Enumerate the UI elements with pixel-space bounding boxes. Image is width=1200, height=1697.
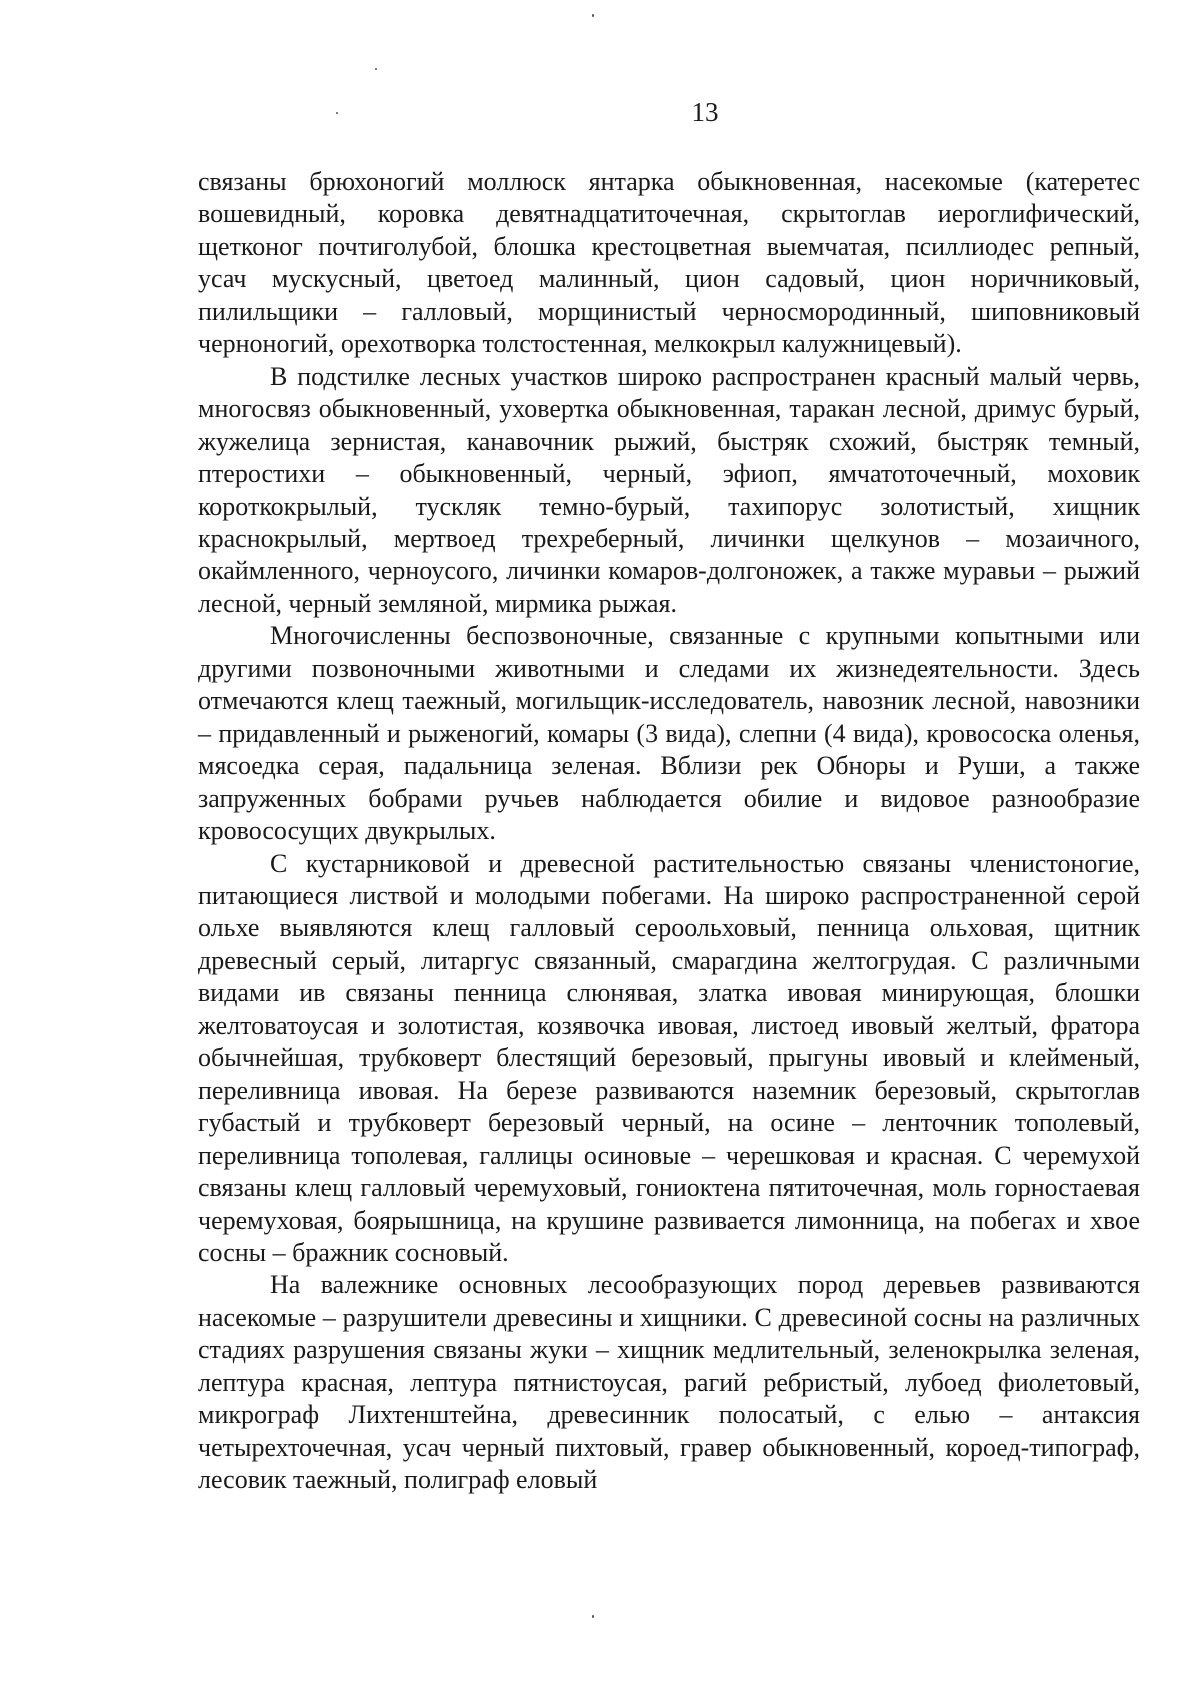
paragraph-1: связаны брюхоногий моллюск янтарка обыкновенная, насекомые (катеретес вошевидный, коровка девятнадцатиточечная, скрытоглав иероглифический, щетконог почтиголубой, блошка крестоцветная выемчатая, псиллиодес репный, усач мускусный, цветоед малинный, цион садовый, цион норичниковый, пилильщики – галловый, морщинистый черносмородинный, шиповниковый черноногий, орехотворка толстостенная, мелкокрыл калужницевый). bbox=[198, 167, 1140, 359]
paragraph-4: С кустарниковой и древесной растительностью связаны членистоногие, питающиеся листвой и молодыми побегами. На широко распространенной серой ольхе выявляются клещ галловый сероольховый, пенница ольховая, щитник древесный серый, литаргус связанный, смарагдина желтогрудая. С различными видами ив связаны пенница слюнявая, златка ивовая минирующая, блошки желтоватоусая и золотистая, козявочка ивовая, листоед ивовый желтый, фратора обычнейшая, трубковерт блестящий березовый, прыгуны ивовый и клейменый, переливница ивовая. На березе развиваются наземник березовый, скрытоглав губастый и трубковерт березовый черный, на осине – ленточник тополевый, переливница тополевая, галлицы осиновые – черешковая и красная. С черемухой связаны клещ галловый черемуховый, гониоктена пятиточечная, моль горностаевая черемуховая, боярышница, на крушине развивается лимонница, на побегах и хвое сосны – бражник сосновый. bbox=[198, 848, 1140, 1267]
scan-speck bbox=[375, 68, 377, 70]
paragraph-5: На валежнике основных лесообразующих пород деревьев развиваются насекомые – разрушители древесины и хищники. С древесиной сосны на различных стадиях разрушения связаны жуки – хищник медлительный, зеленокрылка зеленая, лептура красная, лептура пятнистоусая, рагий ребристый, лубоед фиолетовый, микрограф Лихтенштейна, древесинник полосатый, с елью – антаксия четырехточечная, усач черный пихтовый, гравер обыкновенный, короед-типограф, лесовик таежный, полиграф еловый bbox=[198, 1270, 1140, 1495]
page-body bbox=[198, 166, 1140, 1497]
paragraph-2: В подстилке лесных участков широко распространен красный малый червь, многосвяз обыкновенный, уховертка обыкновенная, таракан лесной, дримус бурый, жужелица зернистая, канавочник рыжий, быстряк схожий, быстряк темный, птеростихи – обыкновенный, черный, эфиоп, ямчатоточечный, моховик короткокрылый, тускляк темно-бурый, тахипорус золотистый, хищник краснокрылый, мертвоед трехреберный, личинки щелкунов – мозаичного, окаймленного, черноусого, личинки комаров-долгоножек, а также муравьи – рыжий лесной, черный земляной, мирмика рыжая. bbox=[198, 361, 1140, 618]
scan-speck bbox=[592, 14, 594, 17]
scan-speck bbox=[592, 1615, 594, 1618]
paragraph-3: Многочисленны беспозвоночные, связанные с крупными копытными или другими позвоночными животными и следами их жизнедеятельности. Здесь отмечаются клещ таежный, могильщик-исследователь, навозник лесной, навозники – придавленный и рыженогий, комары (3 вида), слепни (4 вида), кровососка оленья, мясоедка серая, падальница зеленая. Вблизи рек Обноры и Руши, а также запруженных бобрами ручьев наблюдается обилие и видовое разнообразие кровососущих двукрылых. bbox=[198, 621, 1140, 846]
scan-speck bbox=[336, 112, 338, 114]
page-number: 13 bbox=[691, 97, 719, 127]
